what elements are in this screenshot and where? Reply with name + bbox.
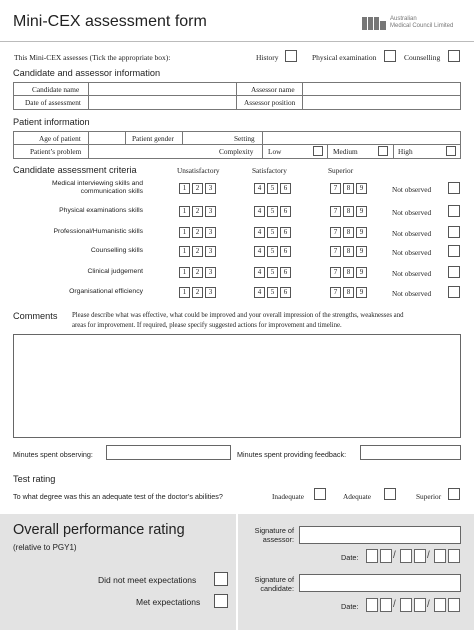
org-name [390, 16, 453, 30]
scale-superior: Superior [328, 166, 354, 175]
score-box[interactable]: 4 [254, 267, 265, 278]
date-digit-box[interactable] [400, 598, 412, 612]
score-box[interactable]: 7 [330, 287, 341, 298]
assess-counselling-checkbox[interactable] [448, 50, 460, 62]
score-box[interactable]: 1 [179, 183, 190, 194]
assessor-position-label: Assessor position [244, 98, 296, 107]
score-box[interactable]: 2 [192, 227, 203, 238]
candidate-date-label: Date: [341, 602, 359, 611]
sig-assessor-label [240, 526, 294, 544]
complexity-label: Complexity [219, 147, 254, 156]
overall-subtitle: (relative to PGY1) [13, 543, 77, 552]
sig-candidate-label [240, 575, 294, 593]
date-digit-box[interactable] [448, 549, 460, 563]
criterion-label-line-1: Organisational efficiency [69, 288, 143, 295]
patient-info-heading: Patient information [13, 117, 90, 127]
page-title: Mini-CEX assessment form [13, 13, 207, 30]
scale-satisfactory: Satisfactory [252, 166, 287, 175]
comments-instructions-line-1: Please describe what was effective, what could be improved and your overall impression of the strengths, weaknesses and [72, 312, 404, 319]
not-observed-checkbox[interactable] [448, 245, 460, 257]
score-box[interactable]: 3 [205, 287, 216, 298]
score-box[interactable]: 5 [267, 246, 278, 257]
complexity-medium-label: Medium [333, 147, 358, 156]
header-divider [0, 41, 474, 42]
score-box[interactable]: 3 [205, 246, 216, 257]
score-box[interactable]: 7 [330, 206, 341, 217]
criterion-label [9, 228, 143, 236]
score-box[interactable]: 2 [192, 183, 203, 194]
score-box[interactable]: 8 [343, 183, 354, 194]
scale-unsatisfactory: Unsatisfactory [177, 166, 220, 175]
comments-textarea[interactable] [13, 334, 461, 438]
criterion-label-line-1: Physical examinations skills [59, 207, 143, 214]
date-digit-box[interactable] [414, 549, 426, 563]
rating-inadequate-checkbox[interactable] [314, 488, 326, 500]
score-box[interactable]: 4 [254, 206, 265, 217]
rating-adequate-label: Adequate [343, 492, 371, 501]
score-box[interactable]: 4 [254, 227, 265, 238]
assessor-position-field[interactable] [303, 96, 460, 109]
score-box[interactable]: 8 [343, 246, 354, 257]
met-expectations-checkbox[interactable] [214, 594, 228, 608]
sig-assessor-line-2: assessor: [262, 535, 294, 544]
score-box[interactable]: 8 [343, 267, 354, 278]
minutes-feedback-input[interactable] [360, 445, 461, 460]
criterion-label-line-1: Clinical judgement [87, 268, 143, 275]
score-box[interactable]: 7 [330, 227, 341, 238]
score-box[interactable]: 6 [280, 287, 291, 298]
complexity-low-checkbox[interactable] [313, 146, 323, 156]
score-box[interactable]: 1 [179, 267, 190, 278]
score-box[interactable]: 5 [267, 183, 278, 194]
date-separator: / [427, 599, 430, 610]
date-digit-box[interactable] [380, 549, 392, 563]
criteria-heading: Candidate assessment criteria [13, 165, 137, 175]
overall-title: Overall performance rating [13, 522, 185, 538]
score-box[interactable]: 4 [254, 183, 265, 194]
assessor-date-label: Date: [341, 553, 359, 562]
criterion-label [9, 268, 143, 276]
date-digit-box[interactable] [434, 598, 446, 612]
complexity-high-checkbox[interactable] [446, 146, 456, 156]
criterion-label [9, 207, 143, 215]
score-box[interactable]: 2 [192, 267, 203, 278]
met-expectations-label: Met expectations [136, 597, 201, 607]
sig-candidate-field[interactable] [299, 574, 461, 592]
date-digit-box[interactable] [366, 598, 378, 612]
date-digit-box[interactable] [366, 549, 378, 563]
score-box[interactable]: 9 [356, 206, 367, 217]
score-box[interactable]: 1 [179, 206, 190, 217]
score-box[interactable]: 2 [192, 246, 203, 257]
date-digit-box[interactable] [414, 598, 426, 612]
date-separator: / [393, 599, 396, 610]
not-observed-label: Not observed [392, 269, 432, 278]
problem-label: Patient’s problem [30, 147, 82, 156]
score-box[interactable]: 3 [205, 227, 216, 238]
score-box[interactable]: 6 [280, 206, 291, 217]
complexity-medium-checkbox[interactable] [378, 146, 388, 156]
score-box[interactable]: 1 [179, 287, 190, 298]
date-digit-box[interactable] [400, 549, 412, 563]
overall-panel-divider [236, 514, 238, 630]
score-box[interactable]: 5 [267, 287, 278, 298]
criterion-label [9, 247, 143, 255]
rating-inadequate-label: Inadequate [272, 492, 305, 501]
score-box[interactable]: 6 [280, 246, 291, 257]
score-box[interactable]: 9 [356, 227, 367, 238]
score-box[interactable]: 2 [192, 287, 203, 298]
age-label: Age of patient [39, 134, 81, 143]
org-line-1: Australian [390, 16, 417, 22]
score-box[interactable]: 3 [205, 206, 216, 217]
gender-label: Patient gender [132, 134, 174, 143]
score-box[interactable]: 3 [205, 267, 216, 278]
did-not-meet-label: Did not meet expectations [98, 575, 197, 585]
minutes-observing-label: Minutes spent observing: [13, 450, 93, 459]
date-separator: / [427, 550, 430, 561]
sig-assessor-field[interactable] [299, 526, 461, 544]
score-box[interactable]: 5 [267, 227, 278, 238]
minutes-feedback-label: Minutes spent providing feedback: [237, 450, 347, 459]
comments-instructions-line-2: areas for improvement. If required, please specify suggested actions for improvement and timeline. [72, 322, 342, 329]
score-box[interactable]: 9 [356, 246, 367, 257]
score-box[interactable]: 8 [343, 206, 354, 217]
assessor-name-field[interactable] [303, 83, 460, 94]
score-box[interactable]: 1 [179, 227, 190, 238]
assess-physical-checkbox[interactable] [384, 50, 396, 62]
not-observed-label: Not observed [392, 229, 432, 238]
comments-heading: Comments [13, 311, 58, 321]
amc-logo-icon [362, 17, 386, 30]
date-of-assessment-field[interactable] [89, 96, 235, 109]
patient-table-col-line-6 [393, 144, 394, 159]
candidate-name-label: Candidate name [32, 85, 80, 94]
score-box[interactable]: 6 [280, 267, 291, 278]
score-box[interactable]: 8 [343, 227, 354, 238]
score-box[interactable]: 9 [356, 287, 367, 298]
score-box[interactable]: 5 [267, 267, 278, 278]
patient-table-col-line-1 [88, 131, 89, 159]
sig-candidate-line-1: Signature of [254, 575, 294, 584]
criterion-label-line-1: Medical interviewing skills and [51, 180, 143, 187]
candidate-info-heading: Candidate and assessor information [13, 68, 161, 78]
not-observed-label: Not observed [392, 248, 432, 257]
not-observed-label: Not observed [392, 185, 432, 194]
candidate-table-col-line-2 [236, 82, 237, 110]
score-box[interactable]: 5 [267, 206, 278, 217]
patient-table-col-line-5 [327, 144, 328, 159]
assess-physical-label: Physical examination [312, 53, 377, 62]
criterion-label-line-2: communication skills [80, 188, 143, 195]
did-not-meet-checkbox[interactable] [214, 572, 228, 586]
org-line-2: Medical Council Limited [390, 23, 454, 29]
comments-instructions [72, 311, 404, 331]
patient-table-col-line-2 [125, 131, 126, 144]
score-box[interactable]: 6 [280, 227, 291, 238]
assess-history-label: History [256, 53, 279, 62]
test-rating-question: To what degree was this an adequate test of the doctor’s abilities? [13, 492, 223, 501]
assess-counselling-label: Counselling [404, 53, 441, 62]
not-observed-label: Not observed [392, 289, 432, 298]
score-box[interactable]: 4 [254, 287, 265, 298]
score-box[interactable]: 1 [179, 246, 190, 257]
assesses-prompt: This Mini-CEX assesses (Tick the appropriate box): [14, 53, 171, 62]
score-box[interactable]: 7 [330, 267, 341, 278]
score-box[interactable]: 7 [330, 246, 341, 257]
score-box[interactable]: 7 [330, 183, 341, 194]
not-observed-checkbox[interactable] [448, 226, 460, 238]
score-box[interactable]: 8 [343, 287, 354, 298]
criterion-label [9, 288, 143, 296]
rating-adequate-checkbox[interactable] [384, 488, 396, 500]
date-digit-box[interactable] [434, 549, 446, 563]
not-observed-label: Not observed [392, 208, 432, 217]
candidate-name-field[interactable] [89, 83, 235, 94]
score-box[interactable]: 2 [192, 206, 203, 217]
not-observed-checkbox[interactable] [448, 205, 460, 217]
rating-superior-checkbox[interactable] [448, 488, 460, 500]
complexity-low-label: Low [268, 147, 282, 156]
date-digit-box[interactable] [380, 598, 392, 612]
criterion-label-line-1: Counselling skills [90, 247, 143, 254]
criterion-label [9, 180, 143, 196]
not-observed-checkbox[interactable] [448, 266, 460, 278]
date-digit-box[interactable] [448, 598, 460, 612]
rating-superior-label: Superior [416, 492, 442, 501]
assess-history-checkbox[interactable] [285, 50, 297, 62]
minutes-observing-input[interactable] [106, 445, 231, 460]
score-box[interactable]: 9 [356, 267, 367, 278]
patient-table-col-line-3 [182, 131, 183, 144]
assessor-name-label: Assessor name [251, 85, 295, 94]
sig-assessor-line-1: Signature of [254, 526, 294, 535]
criterion-label-line-1: Professional/Humanistic skills [53, 228, 143, 235]
score-box[interactable]: 3 [205, 183, 216, 194]
setting-label: Setting [234, 134, 255, 143]
score-box[interactable]: 9 [356, 183, 367, 194]
not-observed-checkbox[interactable] [448, 182, 460, 194]
sig-candidate-line-2: candidate: [260, 584, 294, 593]
date-separator: / [393, 550, 396, 561]
score-box[interactable]: 4 [254, 246, 265, 257]
date-of-assessment-label: Date of assessment [25, 98, 81, 107]
not-observed-checkbox[interactable] [448, 286, 460, 298]
patient-table-col-line-4 [262, 131, 263, 159]
score-box[interactable]: 6 [280, 183, 291, 194]
test-rating-heading: Test rating [13, 474, 56, 484]
complexity-high-label: High [398, 147, 413, 156]
